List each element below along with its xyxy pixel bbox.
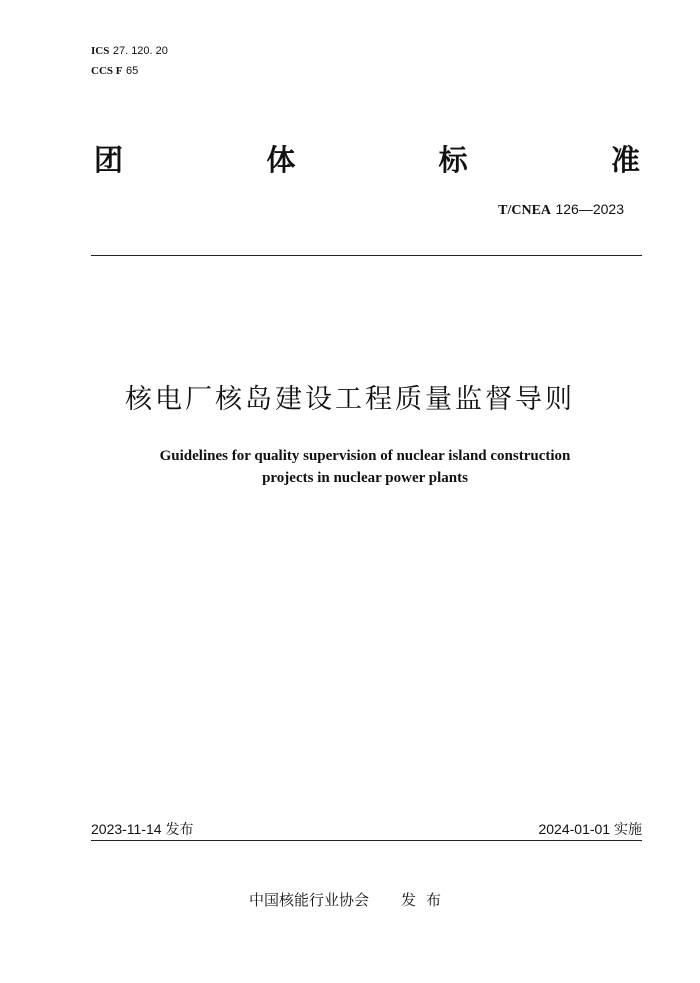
- title-chinese: 核电厂核岛建设工程质量监督导则: [125, 384, 575, 415]
- issuer-action: 发布: [401, 891, 452, 909]
- title-english-line-2: projects in nuclear power plants: [262, 470, 468, 486]
- issue-date-block: [91, 819, 193, 840]
- issue-label: 发布: [165, 822, 194, 838]
- ccs-value: 65: [125, 65, 139, 77]
- implement-date-block: [538, 819, 642, 840]
- issuer-line: [0, 889, 700, 911]
- standard-type-char: 体: [266, 143, 297, 177]
- standard-code-number: 126—2023: [555, 201, 624, 217]
- bottom-divider: [91, 840, 642, 841]
- standard-type-heading: [94, 142, 641, 178]
- issuer-name: 中国核能行业协会: [248, 891, 369, 909]
- standard-type-char: 标: [438, 143, 469, 177]
- ccs-code: [91, 61, 168, 81]
- standard-type-char: 准: [610, 143, 641, 177]
- standard-code-prefix: T/CNEA: [498, 203, 552, 218]
- implement-date: 2024-01-01: [538, 821, 611, 837]
- title-english: [90, 445, 640, 489]
- title-english-line-1: Guidelines for quality supervision of nuclear island construction: [159, 448, 571, 464]
- issue-date: 2023-11-14: [91, 821, 162, 837]
- ccs-label: CCS F: [91, 65, 123, 77]
- standard-type-char: 团: [94, 143, 125, 177]
- implement-label: 实施: [614, 822, 642, 838]
- ics-label: ICS: [91, 45, 110, 57]
- classification-codes: [91, 41, 168, 81]
- top-divider: [91, 255, 642, 256]
- standard-code: [498, 200, 624, 220]
- date-row: [91, 819, 642, 840]
- ics-code: [91, 41, 168, 61]
- ics-value: 27. 120. 20: [112, 45, 168, 57]
